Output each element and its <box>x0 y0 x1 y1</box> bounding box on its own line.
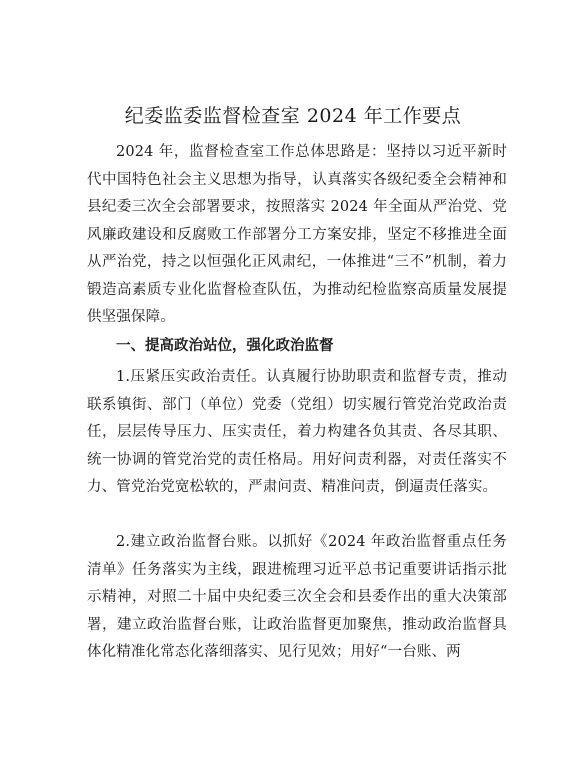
section-heading: 一、提高政治站位，强化政治监督 <box>116 337 334 354</box>
document-title: 纪委监委监督检查室 2024 年工作要点 <box>124 105 462 127</box>
item-paragraph-1: 1.压紧压实政治责任。认真履行协助职责和监督专责，推动联系镇街、部门（单位）党委（党组）切实履行管党治党政治责任，层层传导压力、压实责任，着力构建各负其责、各尽其职、统一协调的管党治党的责任格局。用好问责利器，对责任落实不力、管党治党宽松软的，严肃问责、精准问责，倒逼责任落实。 <box>87 369 507 495</box>
item-paragraph-2: 2.建立政治监督台账。以抓好《2024 年政治监督重点任务清单》任务落实为主线，跟进梳理习近平总书记重要讲话指示批示精神，对照二十届中央纪委三次全会和县委作出的重大决策部署，建立政治监督台账，让政治监督更加聚焦，推动政治监督具体化精准化常态化落细落实、见行见效；用好“一台账、两 <box>87 534 507 660</box>
intro-paragraph: 2024 年，监督检查室工作总体思路是：坚持以习近平新时代中国特色社会主义思想为指导，认真落实各级纪委全会精神和县纪委三次全会部署要求，按照落实 2024 年全面从严治党、党风廉政建设和反腐败工作部署分工方案安排，坚定不移推进全面从严治党，持之以恒强化正风肃纪，一体推进“三不”机制，着力锻造高素质专业化监督检查队伍，为推动纪检监察高质量发展提供坚强保障。 <box>87 144 507 325</box>
